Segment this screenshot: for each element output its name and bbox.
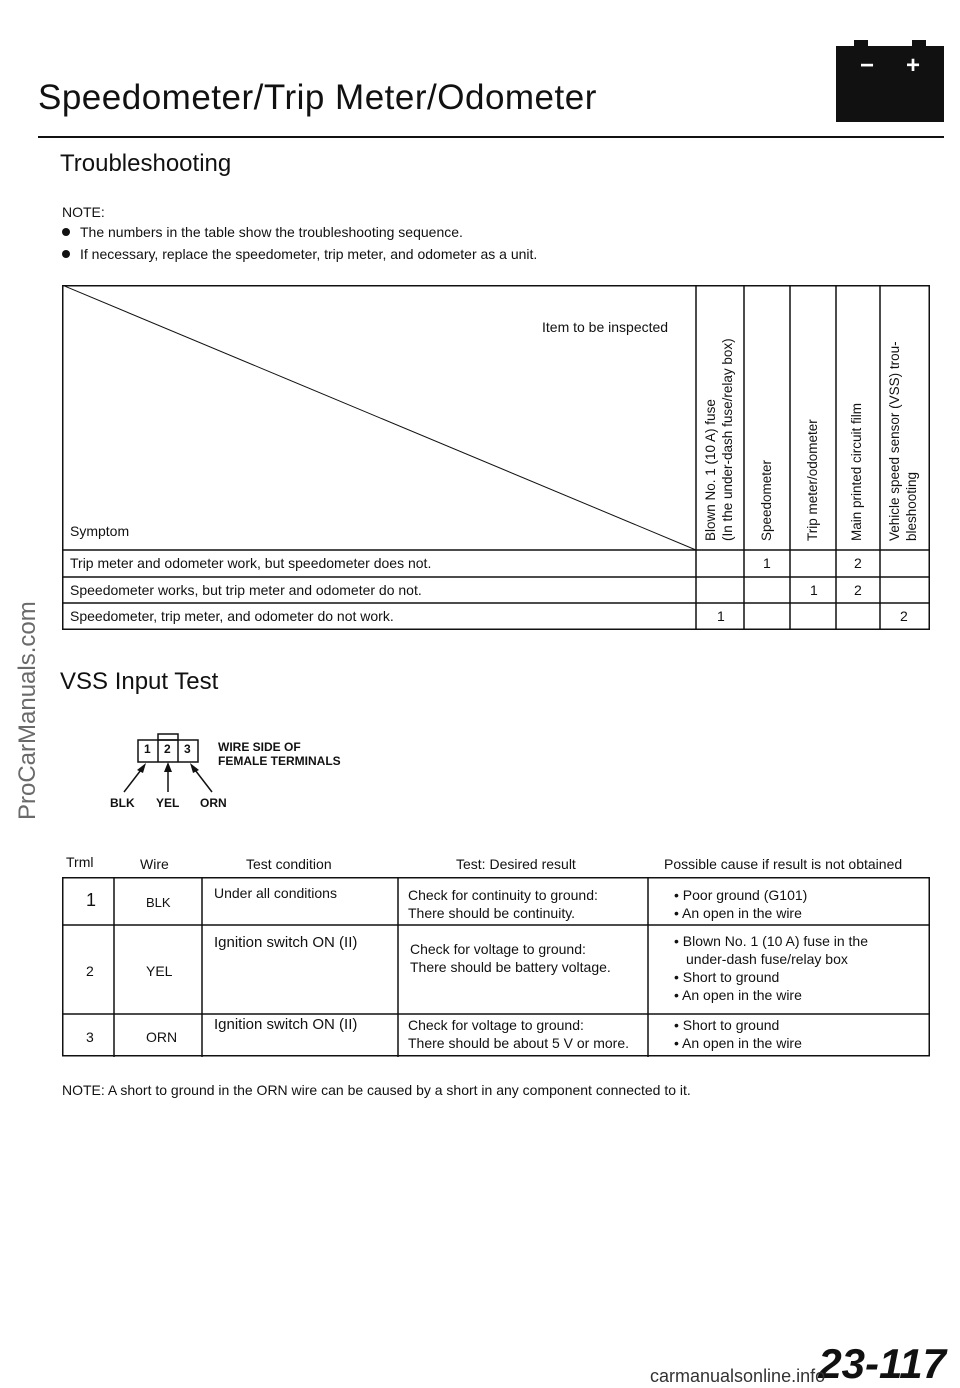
column-header-line: Trip meter/odometer <box>805 419 820 541</box>
connector-caption-line: FEMALE TERMINALS <box>218 754 341 768</box>
cause-cell <box>674 1016 802 1052</box>
cause-line: • Short to ground <box>674 969 780 985</box>
note-label: NOTE: <box>62 204 105 220</box>
condition-cell: Ignition switch ON (II) <box>214 934 358 951</box>
column-header-trip-meter <box>804 419 821 541</box>
cause-line: • An open in the wire <box>674 987 802 1003</box>
page-number: 23-117 <box>818 1340 946 1387</box>
note-text: The numbers in the table show the troubleshooting sequence. <box>80 224 463 240</box>
note-text: If necessary, replace the speedometer, trip meter, and odometer as a unit. <box>80 246 538 262</box>
result-cell <box>410 940 611 976</box>
result-cell <box>408 1016 629 1052</box>
note-item <box>62 246 537 262</box>
note-item <box>62 224 463 240</box>
cause-line: under-dash fuse/relay box <box>686 951 848 967</box>
condition-cell: Ignition switch ON (II) <box>214 1016 358 1033</box>
corner-header-top: Item to be inspected <box>542 319 669 335</box>
sequence-cell: 2 <box>854 555 862 571</box>
column-header-vss <box>886 341 920 541</box>
result-cell <box>408 886 598 922</box>
cause-line: • Short to ground <box>674 1017 780 1033</box>
symptom-cell: Trip meter and odometer work, but speedometer does not. <box>70 555 432 571</box>
result-line: Check for voltage to ground: <box>408 1017 584 1033</box>
terminal-cell: 1 <box>86 890 97 910</box>
footer-site-link[interactable]: carmanualsonline.info <box>650 1366 826 1386</box>
wire-color-label: YEL <box>156 796 180 810</box>
column-header-possible-cause: Possible cause if result is not obtained <box>664 856 903 872</box>
wire-color-label: BLK <box>110 796 135 810</box>
symptom-cell: Speedometer, trip meter, and odometer do not work. <box>70 608 394 624</box>
connector-caption <box>218 740 341 768</box>
wire-color-label: ORN <box>200 796 227 810</box>
column-header-speedometer <box>758 460 775 541</box>
symptom-cell: Speedometer works, but trip meter and odometer do not. <box>70 582 422 598</box>
sequence-cell: 2 <box>900 608 908 624</box>
troubleshooting-sequence-table <box>62 285 930 630</box>
terminal-cell: 3 <box>86 1029 94 1045</box>
connector-pin-label: 2 <box>164 742 171 756</box>
connector-pin-label: 1 <box>144 742 151 756</box>
battery-minus-sign: − <box>860 52 875 79</box>
title-divider <box>38 136 944 138</box>
result-line: There should be continuity. <box>408 905 576 921</box>
sequence-cell: 1 <box>763 555 771 571</box>
wire-cell: BLK <box>146 895 171 910</box>
battery-plus-sign: + <box>906 52 921 79</box>
column-header-line: (In the under-dash fuse/relay box) <box>720 338 735 541</box>
column-header-desired-result: Test: Desired result <box>456 856 576 872</box>
result-line: There should be about 5 V or more. <box>408 1035 630 1051</box>
result-line: Check for voltage to ground: <box>410 941 586 957</box>
cause-cell <box>674 932 868 1004</box>
cause-line: • Blown No. 1 (10 A) fuse in the <box>674 933 869 949</box>
sequence-cell: 1 <box>810 582 818 598</box>
cause-line: • An open in the wire <box>674 905 802 921</box>
connector-pin-label: 3 <box>184 742 191 756</box>
column-header-line: Blown No. 1 (10 A) fuse <box>703 399 718 541</box>
page-title: Speedometer/Trip Meter/Odometer <box>38 78 597 117</box>
table-grid <box>62 285 930 630</box>
connector-caption-line: WIRE SIDE OF <box>218 740 301 754</box>
column-header-line: Main printed circuit film <box>849 402 864 541</box>
column-header-fuse <box>702 338 736 541</box>
column-header-line: bleshooting <box>904 471 919 541</box>
corner-header-bottom: Symptom <box>70 523 130 539</box>
connector-diagram <box>100 730 220 796</box>
wire-cell: YEL <box>146 963 173 979</box>
cause-line: • An open in the wire <box>674 1035 802 1051</box>
cause-cell <box>674 886 807 922</box>
sequence-cell: 2 <box>854 582 862 598</box>
vss-input-test-heading: VSS Input Test <box>60 668 219 695</box>
battery-icon <box>836 46 944 122</box>
column-header-terminal: Trml <box>66 854 94 870</box>
watermark: ProCarManuals.com <box>14 601 41 820</box>
column-header-line: Speedometer <box>759 459 774 541</box>
column-header-circuit-film <box>848 403 865 541</box>
footnote: NOTE: A short to ground in the ORN wire can be caused by a short in any component connected to it. <box>62 1082 691 1098</box>
bullet-icon <box>62 250 70 258</box>
result-line: Check for continuity to ground: <box>408 887 598 903</box>
troubleshooting-heading: Troubleshooting <box>60 150 232 177</box>
condition-cell: Under all conditions <box>214 885 337 901</box>
wire-cell: ORN <box>146 1029 178 1045</box>
column-header-test-condition: Test condition <box>246 856 332 872</box>
sequence-cell: 1 <box>717 608 725 624</box>
terminal-cell: 2 <box>86 963 94 979</box>
column-header-line: Vehicle speed sensor (VSS) trou- <box>887 341 902 541</box>
cause-line: • Poor ground (G101) <box>674 887 808 903</box>
bullet-icon <box>62 228 70 236</box>
result-line: There should be battery voltage. <box>410 959 611 975</box>
column-header-wire: Wire <box>140 856 169 872</box>
